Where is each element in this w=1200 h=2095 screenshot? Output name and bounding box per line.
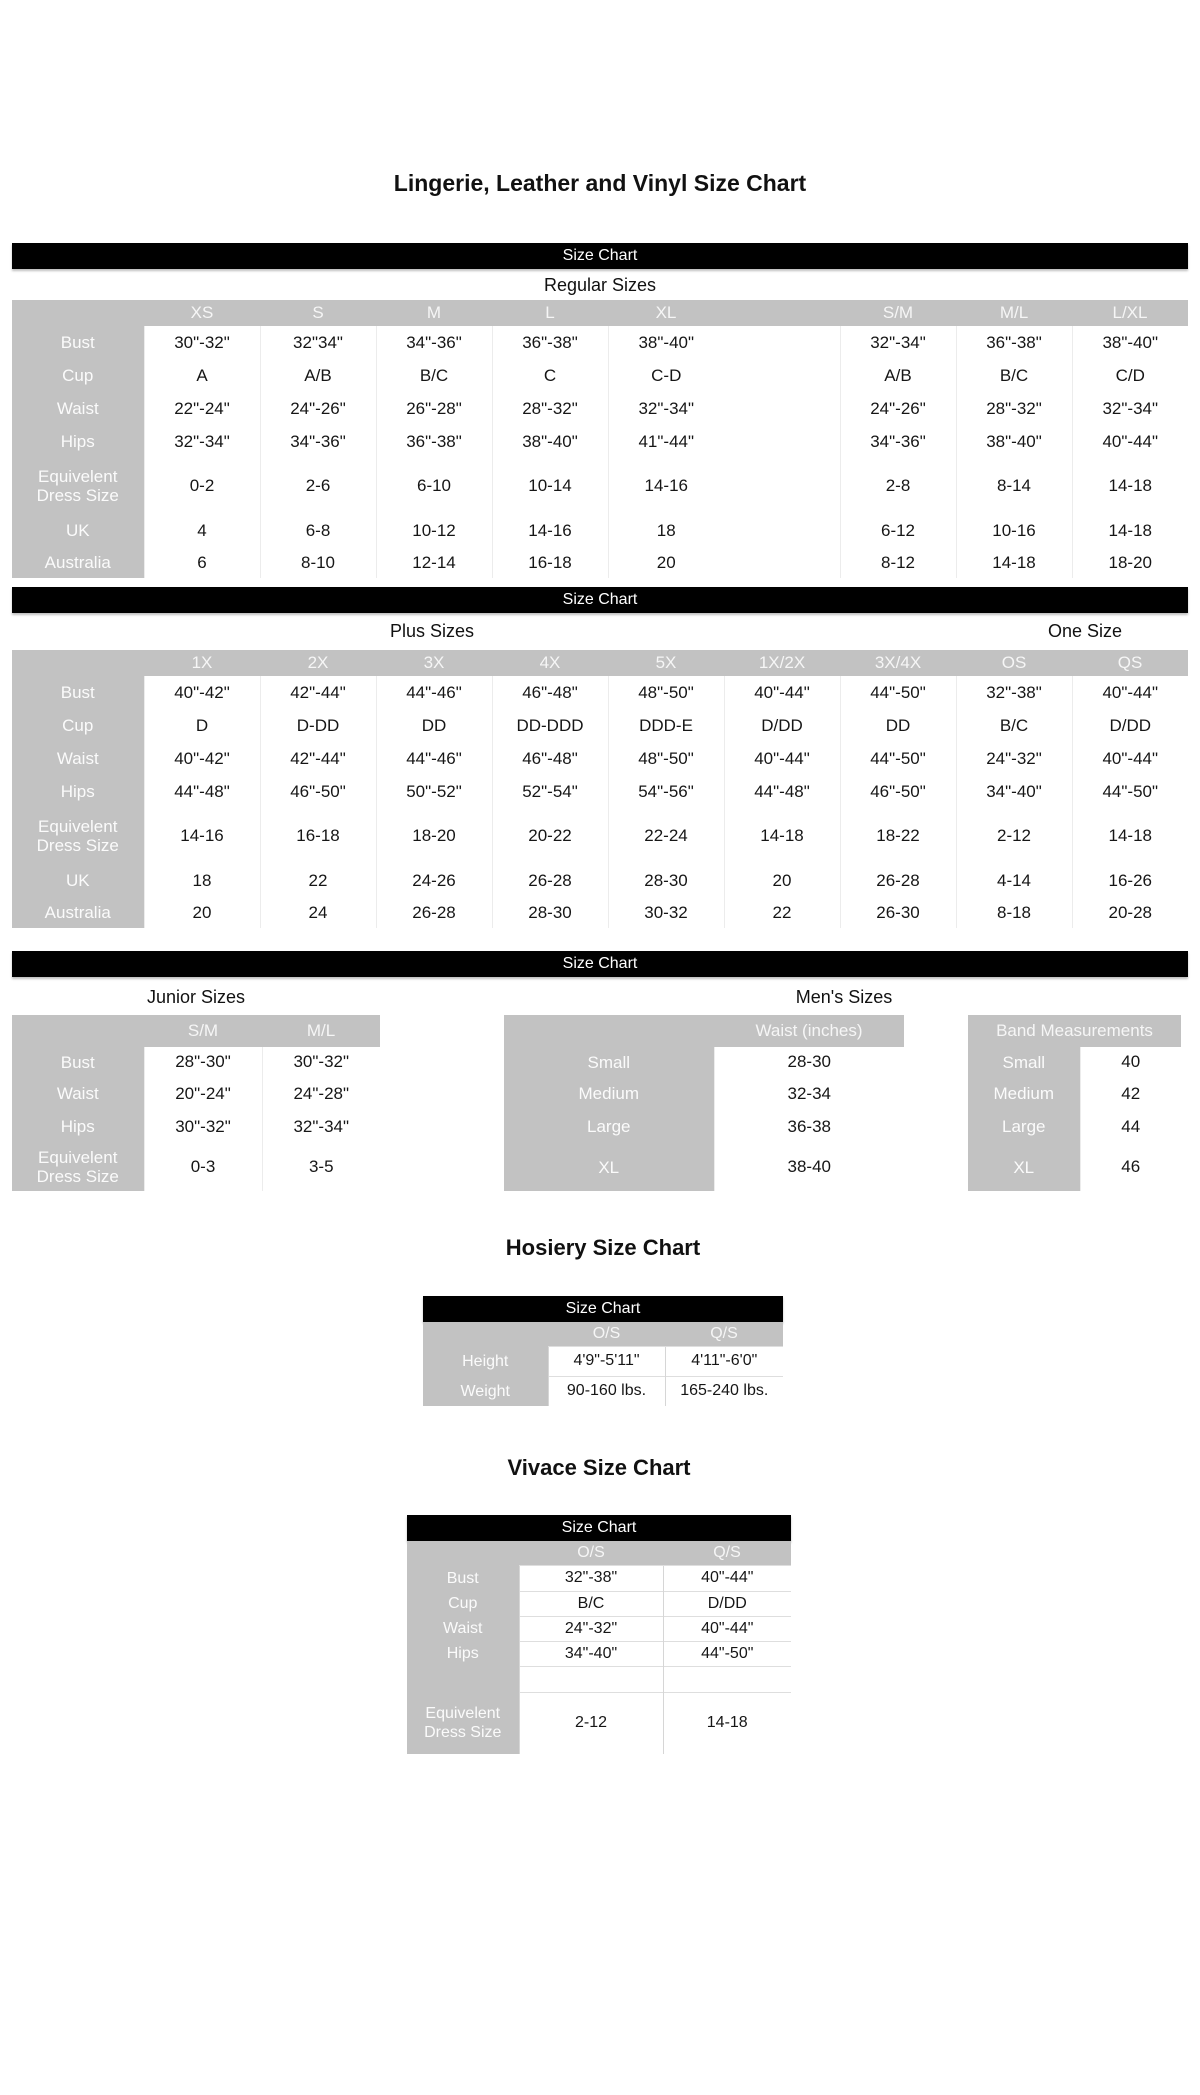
table-cell: 40"-44" [663, 1565, 791, 1591]
table-row [504, 1077, 904, 1110]
table-cell: 44"-46" [376, 676, 492, 709]
vivace-section [407, 1454, 791, 1754]
table-cell: 36"-38" [956, 326, 1072, 359]
section-label-plus-sizes: Plus Sizes [389, 621, 475, 641]
column-header: XS [144, 300, 260, 326]
table-cell: 24"-26" [840, 392, 956, 425]
column-header: S/M [144, 1015, 262, 1047]
table-cell: 16-26 [1072, 864, 1188, 897]
table-row [12, 359, 1188, 392]
column-header: S [260, 300, 376, 326]
table-cell: 22"-24" [144, 392, 260, 425]
table-cell: 46"-48" [492, 742, 608, 775]
table-cell: 3-5 [262, 1143, 380, 1191]
table-cell: 40"-44" [1072, 742, 1188, 775]
table-cell: 32"-34" [1072, 392, 1188, 425]
table-cell: 26-28 [492, 864, 608, 897]
column-header: L/XL [1072, 300, 1188, 326]
size-chart-bar: Size Chart [12, 951, 1188, 977]
table-cell: 42"-44" [260, 742, 376, 775]
table-cell [724, 359, 840, 392]
row-label: Equivelent Dress Size [12, 1143, 144, 1191]
table-cell: 44"-48" [724, 775, 840, 808]
table-cell: 20 [724, 864, 840, 897]
table-cell [663, 1666, 791, 1692]
column-header: O/S [548, 1322, 665, 1346]
table-cell: 46"-50" [840, 775, 956, 808]
column-header: 4X [492, 650, 608, 676]
table-cell: D/DD [724, 709, 840, 742]
table-cell: 18-22 [840, 808, 956, 864]
table-cell: 24 [260, 897, 376, 928]
table-cell: A/B [840, 359, 956, 392]
table-row [12, 864, 1188, 897]
table-cell: 90-160 lbs. [548, 1376, 665, 1406]
column-header: 2X [260, 650, 376, 676]
row-label: Waist [12, 742, 144, 775]
table-cell [519, 1666, 663, 1692]
table-cell: 28-30 [714, 1047, 904, 1077]
column-header: M/L [262, 1015, 380, 1047]
table-cell: 38"-40" [608, 326, 724, 359]
table-cell: 44"-50" [840, 742, 956, 775]
table-row [12, 458, 1188, 514]
table-row [423, 1376, 783, 1406]
row-label: Australia [12, 897, 144, 928]
table-row [12, 425, 1188, 458]
table-cell: 46"-48" [492, 676, 608, 709]
table-cell [724, 514, 840, 547]
table-row [12, 1143, 380, 1191]
row-label: Small [968, 1047, 1080, 1077]
table-row [12, 1047, 380, 1077]
table-cell: 44"-46" [376, 742, 492, 775]
table-cell: 28"-32" [956, 392, 1072, 425]
table-row [12, 676, 1188, 709]
section-label-mens-sizes: Men's Sizes [795, 987, 893, 1007]
table-cell: 16-18 [260, 808, 376, 864]
row-label: Equivelent Dress Size [407, 1692, 519, 1754]
table-cell: 4 [144, 514, 260, 547]
table-row [12, 775, 1188, 808]
table-cell: 18-20 [1072, 547, 1188, 578]
table-cell: 32"-34" [144, 425, 260, 458]
column-header: 3X/4X [840, 650, 956, 676]
table-cell: DD [376, 709, 492, 742]
table-cell: 2-12 [519, 1692, 663, 1754]
table-row [968, 1143, 1181, 1191]
table-cell: 6 [144, 547, 260, 578]
table-cell: 24"-32" [956, 742, 1072, 775]
row-label: Hips [12, 1110, 144, 1143]
column-header: M [376, 300, 492, 326]
table-cell: 44"-48" [144, 775, 260, 808]
table-cell: 50"-52" [376, 775, 492, 808]
table-cell: 18-20 [376, 808, 492, 864]
table-cell: 41"-44" [608, 425, 724, 458]
table-row [12, 1110, 380, 1143]
table-cell: 28-30 [492, 897, 608, 928]
table-cell: 14-18 [724, 808, 840, 864]
column-header: M/L [956, 300, 1072, 326]
hosiery-table [423, 1322, 783, 1406]
vivace-table [407, 1541, 791, 1754]
table-cell: 32"34" [260, 326, 376, 359]
section-label-regular-sizes: Regular Sizes [543, 275, 657, 295]
row-label: Height [423, 1346, 548, 1376]
table-cell: 14-16 [144, 808, 260, 864]
table-row [423, 1346, 783, 1376]
table-row [12, 1077, 380, 1110]
column-header: 5X [608, 650, 724, 676]
row-label: XL [968, 1143, 1080, 1191]
table-cell: 32"-34" [262, 1110, 380, 1143]
table-row [407, 1616, 791, 1641]
table-row [504, 1047, 904, 1077]
row-label: Waist [407, 1616, 519, 1641]
table-cell: 2-6 [260, 458, 376, 514]
table-cell: 8-10 [260, 547, 376, 578]
table-cell: 42 [1080, 1077, 1181, 1110]
table-cell: 36-38 [714, 1110, 904, 1143]
row-label: Weight [423, 1376, 548, 1406]
row-label: Cup [12, 359, 144, 392]
table-cell: 10-16 [956, 514, 1072, 547]
row-label: Waist [12, 1077, 144, 1110]
size-chart-bar: Size Chart [12, 243, 1188, 269]
table-row [12, 742, 1188, 775]
table-cell: 18 [144, 864, 260, 897]
table-cell: 42"-44" [260, 676, 376, 709]
table-cell: 20 [608, 547, 724, 578]
table-cell: 44"-50" [840, 676, 956, 709]
table-cell [724, 392, 840, 425]
table-row [407, 1692, 791, 1754]
table-cell: 0-3 [144, 1143, 262, 1191]
table-row [504, 1110, 904, 1143]
table-cell: 40"-42" [144, 676, 260, 709]
table-cell [724, 425, 840, 458]
table-row [12, 808, 1188, 864]
column-header: 1X/2X [724, 650, 840, 676]
table-cell: 2-8 [840, 458, 956, 514]
table-cell: 38-40 [714, 1143, 904, 1191]
table-cell: 54"-56" [608, 775, 724, 808]
table-cell: 24"-32" [519, 1616, 663, 1641]
table-row [968, 1047, 1181, 1077]
size-chart-bar: Size Chart [12, 587, 1188, 613]
hosiery-section [423, 1234, 783, 1406]
column-header: L [492, 300, 608, 326]
table-cell: 36"-38" [492, 326, 608, 359]
column-header-corner [12, 1015, 144, 1047]
size-chart-bar: Size Chart [423, 1296, 783, 1322]
column-header: Q/S [663, 1541, 791, 1565]
table-cell: 8-14 [956, 458, 1072, 514]
table-cell [724, 547, 840, 578]
section-label-one-size: One Size [1047, 621, 1123, 641]
table-cell: 10-12 [376, 514, 492, 547]
table-cell: 32"-38" [519, 1565, 663, 1591]
table-cell: 22 [724, 897, 840, 928]
row-label: Medium [968, 1077, 1080, 1110]
mens-band-table [968, 1015, 1181, 1191]
table-cell: 28"-30" [144, 1047, 262, 1077]
regular-sizes-table [12, 300, 1188, 578]
table-cell: 26-28 [376, 897, 492, 928]
table-cell: 40"-42" [144, 742, 260, 775]
table-cell: 14-18 [1072, 808, 1188, 864]
table-cell: 34"-40" [956, 775, 1072, 808]
column-header: Q/S [665, 1322, 783, 1346]
table-cell: 20 [144, 897, 260, 928]
table-cell: 40"-44" [1072, 425, 1188, 458]
table-cell: 14-18 [1072, 514, 1188, 547]
table-cell: 6-10 [376, 458, 492, 514]
row-label: Bust [12, 1047, 144, 1077]
column-header-corner [407, 1541, 519, 1565]
junior-sizes-table [12, 1015, 380, 1191]
vivace-title: Vivace Size Chart [507, 1455, 691, 1480]
table-cell: 32-34 [714, 1077, 904, 1110]
table-cell: 16-18 [492, 547, 608, 578]
table-cell: C [492, 359, 608, 392]
table-cell: 24"-26" [260, 392, 376, 425]
row-label: Medium [504, 1077, 714, 1110]
table-cell: 32"-34" [608, 392, 724, 425]
table-cell: 34"-40" [519, 1641, 663, 1666]
row-label: Bust [12, 326, 144, 359]
column-header-corner [423, 1322, 548, 1346]
column-header: 3X [376, 650, 492, 676]
table-cell: 30-32 [608, 897, 724, 928]
table-cell: 44"-50" [1072, 775, 1188, 808]
column-header: S/M [840, 300, 956, 326]
page-title: Lingerie, Leather and Vinyl Size Chart [393, 170, 807, 196]
column-header: O/S [519, 1541, 663, 1565]
mens-waist-table [504, 1015, 904, 1191]
table-cell: 46"-50" [260, 775, 376, 808]
row-label [407, 1666, 519, 1692]
table-cell: 40"-44" [724, 742, 840, 775]
row-label: Equivelent Dress Size [12, 808, 144, 864]
table-cell: 24"-28" [262, 1077, 380, 1110]
table-cell: 38"-40" [492, 425, 608, 458]
table-cell: A/B [260, 359, 376, 392]
row-label: UK [12, 864, 144, 897]
table-cell: 34"-36" [260, 425, 376, 458]
table-cell: 40"-44" [1072, 676, 1188, 709]
table-cell: 26-30 [840, 897, 956, 928]
table-cell: 8-12 [840, 547, 956, 578]
table-cell: 4-14 [956, 864, 1072, 897]
table-cell: 38"-40" [956, 425, 1072, 458]
row-label: Australia [12, 547, 144, 578]
table-cell: 20"-24" [144, 1077, 262, 1110]
table-cell: 40"-44" [663, 1616, 791, 1641]
table-cell: 14-16 [608, 458, 724, 514]
table-cell: 14-18 [663, 1692, 791, 1754]
size-chart-bar: Size Chart [407, 1515, 791, 1541]
table-cell: 30"-32" [144, 1110, 262, 1143]
row-label: Small [504, 1047, 714, 1077]
table-row [407, 1565, 791, 1591]
junior-mens-section-row [12, 985, 1188, 1009]
table-cell: 24-26 [376, 864, 492, 897]
row-label: Cup [407, 1591, 519, 1616]
table-cell: 2-12 [956, 808, 1072, 864]
plus-one-size-section-row [12, 619, 1188, 643]
hosiery-title: Hosiery Size Chart [505, 1235, 701, 1260]
table-cell [724, 326, 840, 359]
row-label: Large [504, 1110, 714, 1143]
row-label: XL [504, 1143, 714, 1191]
table-cell: B/C [956, 359, 1072, 392]
table-cell: D/DD [663, 1591, 791, 1616]
table-row [504, 1143, 904, 1191]
table-row [968, 1077, 1181, 1110]
table-cell: DDD-E [608, 709, 724, 742]
table-cell: 38"-40" [1072, 326, 1188, 359]
table-row [12, 326, 1188, 359]
table-cell: 22-24 [608, 808, 724, 864]
row-label: UK [12, 514, 144, 547]
row-label: Large [968, 1110, 1080, 1143]
table-cell: 14-16 [492, 514, 608, 547]
table-cell: 40"-44" [724, 676, 840, 709]
table-cell: 32"-38" [956, 676, 1072, 709]
table-cell: 14-18 [956, 547, 1072, 578]
table-cell: 26-28 [840, 864, 956, 897]
junior-mens-tables-row [12, 1015, 1188, 1197]
plus-sizes-table [12, 650, 1188, 928]
column-header-corner [12, 650, 144, 676]
table-cell: C-D [608, 359, 724, 392]
table-cell: 18 [608, 514, 724, 547]
row-label: Waist [12, 392, 144, 425]
table-cell: 48"-50" [608, 676, 724, 709]
table-cell: 6-12 [840, 514, 956, 547]
table-cell: 28"-32" [492, 392, 608, 425]
table-cell: 34"-36" [376, 326, 492, 359]
table-cell: 34"-36" [840, 425, 956, 458]
table-row [12, 709, 1188, 742]
table-cell: DD-DDD [492, 709, 608, 742]
table-cell: 12-14 [376, 547, 492, 578]
table-cell: 48"-50" [608, 742, 724, 775]
table-row [12, 547, 1188, 578]
table-cell: 46 [1080, 1143, 1181, 1191]
row-label: Bust [407, 1565, 519, 1591]
column-header [724, 300, 840, 326]
table-cell: A [144, 359, 260, 392]
table-row [968, 1110, 1181, 1143]
table-cell: D/DD [1072, 709, 1188, 742]
column-header: XL [608, 300, 724, 326]
table-cell: 20-22 [492, 808, 608, 864]
table-cell: 30"-32" [262, 1047, 380, 1077]
row-label: Cup [12, 709, 144, 742]
table-cell: 22 [260, 864, 376, 897]
table-cell: 8-18 [956, 897, 1072, 928]
table-cell: 10-14 [492, 458, 608, 514]
table-cell: C/D [1072, 359, 1188, 392]
table-cell: 44"-50" [663, 1641, 791, 1666]
column-header: Waist (inches) [714, 1015, 904, 1047]
table-cell: B/C [519, 1591, 663, 1616]
table-cell: 6-8 [260, 514, 376, 547]
table-row [12, 897, 1188, 928]
table-cell: D-DD [260, 709, 376, 742]
column-header: QS [1072, 650, 1188, 676]
table-row [407, 1641, 791, 1666]
table-cell: 28-30 [608, 864, 724, 897]
table-cell: 40 [1080, 1047, 1181, 1077]
table-cell: DD [840, 709, 956, 742]
column-header-corner [12, 300, 144, 326]
table-cell: B/C [376, 359, 492, 392]
table-cell: 26"-28" [376, 392, 492, 425]
table-row [12, 514, 1188, 547]
table-cell: 36"-38" [376, 425, 492, 458]
row-label: Hips [12, 425, 144, 458]
table-cell: 4'11"-6'0" [665, 1346, 783, 1376]
table-cell: 14-18 [1072, 458, 1188, 514]
column-header: OS [956, 650, 1072, 676]
table-cell: 44 [1080, 1110, 1181, 1143]
column-header: Band Measurements [968, 1015, 1181, 1047]
table-row [12, 392, 1188, 425]
row-label: Bust [12, 676, 144, 709]
table-cell: 30"-32" [144, 326, 260, 359]
column-header: 1X [144, 650, 260, 676]
table-cell: 20-28 [1072, 897, 1188, 928]
table-row [407, 1666, 791, 1692]
section-label-junior-sizes: Junior Sizes [146, 987, 246, 1007]
row-label: Hips [407, 1641, 519, 1666]
table-cell: 165-240 lbs. [665, 1376, 783, 1406]
table-row [407, 1591, 791, 1616]
column-header-corner [504, 1015, 714, 1047]
table-cell: 32"-34" [840, 326, 956, 359]
table-cell: 0-2 [144, 458, 260, 514]
row-label: Hips [12, 775, 144, 808]
table-cell: D [144, 709, 260, 742]
table-cell: B/C [956, 709, 1072, 742]
row-label: Equivelent Dress Size [12, 458, 144, 514]
table-cell: 4'9"-5'11" [548, 1346, 665, 1376]
table-cell: 52"-54" [492, 775, 608, 808]
table-cell [724, 458, 840, 514]
